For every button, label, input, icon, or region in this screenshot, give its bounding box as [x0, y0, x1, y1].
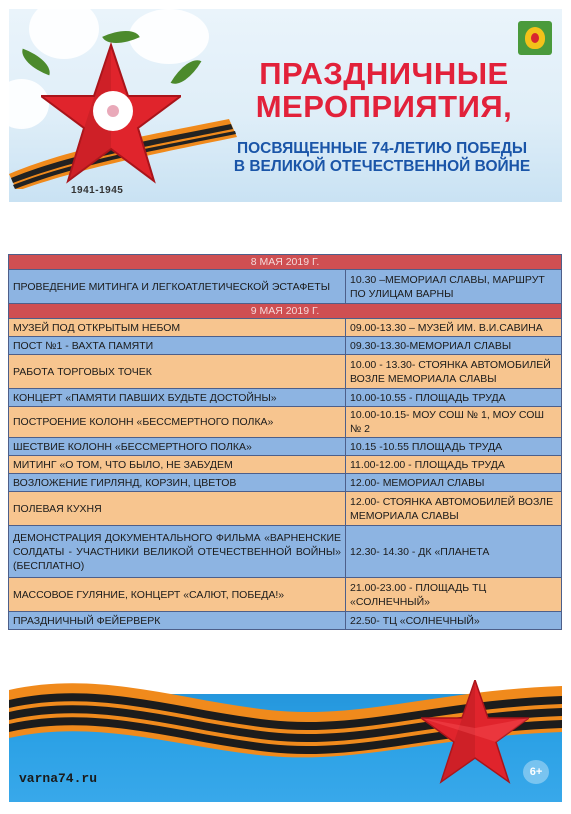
date-row	[9, 304, 562, 319]
event-cell: ПРОВЕДЕНИЕ МИТИНГА И ЛЕГКОАТЛЕТИЧЕСКОЙ ЭСТАФЕТЫ	[9, 270, 346, 304]
red-star-icon	[41, 41, 181, 191]
event-cell: ВОЗЛОЖЕНИЕ ГИРЛЯНД, КОРЗИН, ЦВЕТОВ	[9, 474, 346, 492]
time-place-cell: 10.15 -10.55 ПЛОЩАДЬ ТРУДА	[346, 438, 562, 456]
event-cell: ШЕСТВИЕ КОЛОНН «БЕССМЕРТНОГО ПОЛКА»	[9, 438, 346, 456]
event-cell: МАССОВОЕ ГУЛЯНИЕ, КОНЦЕРТ «САЛЮТ, ПОБЕДА!»	[9, 578, 346, 612]
event-cell: МУЗЕЙ ПОД ОТКРЫТЫМ НЕБОМ	[9, 319, 346, 337]
event-schedule-table	[8, 254, 562, 630]
footer-banner	[9, 660, 562, 802]
time-place-cell: 10.00 - 13.30- СТОЯНКА АВТОМОБИЛЕЙ ВОЗЛЕ МЕМОРИАЛА СЛАВЫ	[346, 355, 562, 389]
table-row	[9, 612, 562, 630]
table-row	[9, 389, 562, 407]
time-place-cell: 12.00- СТОЯНКА АВТОМОБИЛЕЙ ВОЗЛЕ МЕМОРИАЛА СЛАВЫ	[346, 492, 562, 526]
time-place-cell: 10.30 –МЕМОРИАЛ СЛАВЫ, МАРШРУТ ПО УЛИЦАМ ВАРНЫ	[346, 270, 562, 304]
table-row	[9, 456, 562, 474]
event-cell: ПОЛЕВАЯ КУХНЯ	[9, 492, 346, 526]
time-place-cell: 10.00-10.55 - ПЛОЩАДЬ ТРУДА	[346, 389, 562, 407]
district-emblem-icon	[518, 21, 552, 55]
table-row	[9, 337, 562, 355]
event-cell: ПРАЗДНИЧНЫЙ ФЕЙЕРВЕРК	[9, 612, 346, 630]
event-cell: КОНЦЕРТ «ПАМЯТИ ПАВШИХ БУДЬТЕ ДОСТОЙНЫ»	[9, 389, 346, 407]
date-cell: 8 МАЯ 2019 Г.	[9, 255, 562, 270]
subtitle-line: В ВЕЛИКОЙ ОТЕЧЕСТВЕННОЙ ВОЙНЕ	[233, 158, 531, 175]
event-cell: РАБОТА ТОРГОВЫХ ТОЧЕК	[9, 355, 346, 389]
age-rating-badge: 6+	[523, 760, 549, 784]
time-place-cell: 11.00-12.00 - ПЛОЩАДЬ ТРУДА	[346, 456, 562, 474]
table-row	[9, 492, 562, 526]
table-row	[9, 526, 562, 578]
date-row	[9, 255, 562, 270]
time-place-cell: 12.00- МЕМОРИАЛ СЛАВЫ	[346, 474, 562, 492]
event-cell: ПОСТ №1 - ВАХТА ПАМЯТИ	[9, 337, 346, 355]
time-place-cell: 21.00-23.00 - ПЛОЩАДЬ ТЦ «СОЛНЕЧНЫЙ»	[346, 578, 562, 612]
event-cell: МИТИНГ «О ТОМ, ЧТО БЫЛО, НЕ ЗАБУДЕМ	[9, 456, 346, 474]
date-cell: 9 МАЯ 2019 Г.	[9, 304, 562, 319]
title-line: ПРАЗДНИЧНЫЕ	[259, 56, 509, 91]
red-star-icon	[421, 680, 529, 784]
time-place-cell: 09.30-13.30-МЕМОРИАЛ СЛАВЫ	[346, 337, 562, 355]
table-row	[9, 407, 562, 438]
header-banner	[9, 9, 562, 202]
time-place-cell: 10.00-10.15- МОУ СОШ № 1, МОУ СОШ № 2	[346, 407, 562, 438]
time-place-cell: 09.00-13.30 – МУЗЕЙ ИМ. В.И.САВИНА	[346, 319, 562, 337]
table-row	[9, 270, 562, 304]
site-url: varna74.ru	[19, 771, 98, 786]
years-label: 1941-1945	[71, 185, 124, 196]
subtitle-line: ПОСВЯЩЕННЫЕ 74-ЛЕТИЮ ПОБЕДЫ	[236, 140, 528, 157]
table-row	[9, 578, 562, 612]
page-title	[219, 57, 549, 123]
time-place-cell: 22.50- ТЦ «СОЛНЕЧНЫЙ»	[346, 612, 562, 630]
table-row	[9, 438, 562, 456]
table-row	[9, 474, 562, 492]
page-subtitle	[207, 140, 557, 176]
event-cell: ПОСТРОЕНИЕ КОЛОНН «БЕССМЕРТНОГО ПОЛКА»	[9, 407, 346, 438]
table-row	[9, 355, 562, 389]
time-place-cell: 12.30- 14.30 - ДК «ПЛАНЕТА	[346, 526, 562, 578]
event-cell: ДЕМОНСТРАЦИЯ ДОКУМЕНТАЛЬНОГО ФИЛЬМА «ВАРНЕНСКИЕ СОЛДАТЫ - УЧАСТНИКИ ВЕЛИКОЙ ОТЕЧЕСТВЕННОЙ ВОЙНЫ» (БЕСПЛАТНО)	[9, 526, 346, 578]
title-line: МЕРОПРИЯТИЯ,	[255, 89, 513, 124]
table-row	[9, 319, 562, 337]
